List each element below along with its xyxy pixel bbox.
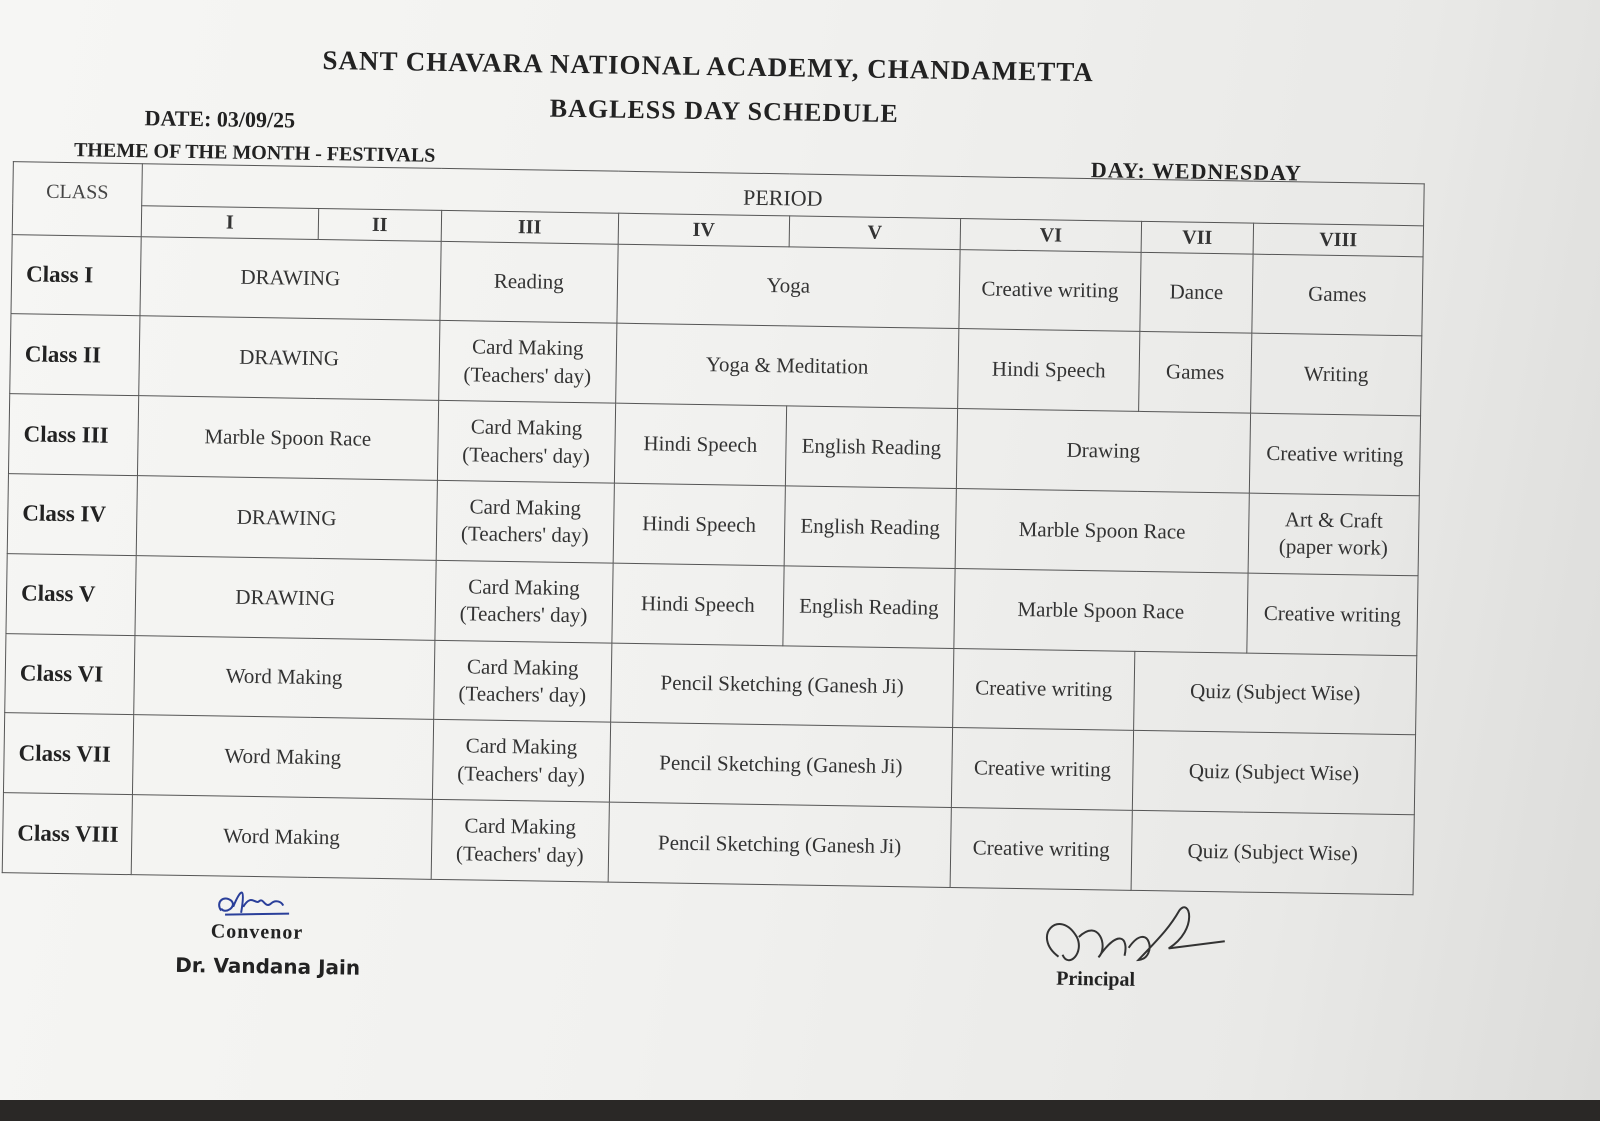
activity-name: Art & Craft: [1284, 507, 1383, 533]
activity-name: Card Making: [464, 813, 577, 840]
activity-cell: [1248, 493, 1419, 575]
schedule-title: BAGLESS DAY SCHEDULE: [549, 93, 899, 129]
school-name: SANT CHAVARA NATIONAL ACADEMY, CHANDAMETTA: [322, 45, 1095, 88]
activity-cell: English Reading: [784, 486, 956, 568]
activity-cell: Creative writing: [959, 249, 1141, 332]
period-number: V: [789, 215, 961, 249]
convenor-name: Dr. Vandana Jain: [175, 952, 361, 980]
period-number: I: [141, 205, 319, 239]
activity-note: (Teachers' day): [462, 441, 591, 468]
activity-cell: Quiz (Subject Wise): [1132, 731, 1415, 815]
activity-note: (Teachers' day): [459, 601, 588, 628]
class-label: Class VII: [3, 713, 133, 795]
period-number: II: [318, 208, 441, 241]
activity-cell: Reading: [440, 241, 618, 324]
activity-note: (Teachers' day): [460, 521, 589, 548]
activity-cell: Hindi Speech: [612, 563, 784, 645]
activity-cell: [437, 401, 615, 484]
period-number: VII: [1141, 221, 1253, 254]
activity-cell: Writing: [1250, 334, 1421, 416]
activity-name: Card Making: [470, 414, 583, 441]
activity-cell: [433, 640, 611, 723]
activity-name: Card Making: [469, 494, 582, 521]
class-label: Class V: [6, 553, 136, 635]
activity-cell: Quiz (Subject Wise): [1131, 811, 1414, 895]
class-label: Class VI: [5, 633, 135, 715]
activity-cell: Quiz (Subject Wise): [1134, 651, 1417, 735]
activity-cell: Creative writing: [950, 808, 1132, 891]
activity-cell: Word Making: [131, 795, 432, 880]
activity-cell: Yoga: [617, 244, 960, 329]
convenor-title: Convenor: [210, 920, 304, 944]
activity-cell: English Reading: [785, 406, 957, 488]
class-column-header: CLASS: [12, 162, 142, 237]
period-number: VIII: [1253, 223, 1424, 257]
activity-note: (paper work): [1278, 534, 1389, 561]
activity-cell: DRAWING: [139, 316, 440, 400]
activity-cell: Word Making: [132, 715, 433, 799]
class-label: Class II: [10, 314, 140, 396]
class-label: Class III: [8, 394, 138, 476]
activity-cell: Creative writing: [1247, 573, 1418, 655]
schedule-day: DAY: WEDNESDAY: [1090, 157, 1303, 186]
theme-of-month: THEME OF THE MONTH - FESTIVALS: [73, 139, 436, 167]
class-label: Class IV: [7, 474, 137, 556]
activity-note: (Teachers' day): [457, 760, 586, 787]
activity-cell: Games: [1139, 332, 1252, 414]
activity-cell: [436, 480, 614, 563]
activity-cell: Creative writing: [1249, 413, 1420, 495]
schedule-body: [2, 234, 1423, 894]
activity-cell: Pencil Sketching (Ganesh Ji): [608, 802, 951, 887]
activity-cell: Drawing: [956, 409, 1250, 493]
convenor-signature: [211, 882, 302, 923]
period-header: PERIOD: [142, 164, 1425, 226]
activity-cell: English Reading: [783, 566, 955, 648]
class-label: Class VIII: [2, 793, 132, 875]
schedule-date: DATE: 03/09/25: [144, 105, 296, 133]
activity-name: Card Making: [471, 334, 584, 361]
activity-cell: Pencil Sketching (Ganesh Ji): [609, 722, 952, 807]
activity-cell: Creative writing: [951, 728, 1133, 811]
activity-cell: Word Making: [134, 635, 435, 719]
activity-cell: Marble Spoon Race: [137, 396, 438, 480]
activity-cell: Marble Spoon Race: [955, 489, 1249, 573]
activity-name: Card Making: [466, 654, 579, 680]
activity-cell: [431, 800, 609, 883]
period-number: III: [441, 210, 619, 244]
activity-cell: [435, 560, 613, 643]
period-number: VI: [960, 218, 1142, 252]
activity-name: Card Making: [465, 733, 578, 760]
class-label: Class I: [11, 234, 141, 316]
activity-cell: Hindi Speech: [613, 483, 785, 565]
activity-name: Card Making: [468, 574, 580, 600]
period-number: IV: [618, 213, 790, 247]
activity-cell: Creative writing: [953, 648, 1135, 731]
activity-note: (Teachers' day): [463, 362, 592, 389]
activity-cell: Marble Spoon Race: [954, 568, 1248, 652]
activity-cell: DRAWING: [135, 555, 436, 639]
activity-cell: Hindi Speech: [614, 403, 786, 485]
activity-cell: DRAWING: [140, 236, 441, 320]
activity-cell: [432, 720, 610, 803]
activity-note: (Teachers' day): [458, 681, 587, 708]
activity-cell: Dance: [1140, 252, 1253, 334]
activity-cell: Yoga & Meditation: [615, 324, 958, 409]
principal-title: Principal: [1056, 967, 1136, 991]
activity-cell: Hindi Speech: [958, 329, 1140, 412]
activity-cell: DRAWING: [136, 476, 437, 560]
activity-cell: Pencil Sketching (Ganesh Ji): [610, 643, 953, 728]
schedule-table: [2, 161, 1425, 895]
activity-note: (Teachers' day): [455, 840, 584, 867]
activity-cell: Games: [1252, 254, 1423, 336]
activity-cell: [438, 321, 616, 404]
